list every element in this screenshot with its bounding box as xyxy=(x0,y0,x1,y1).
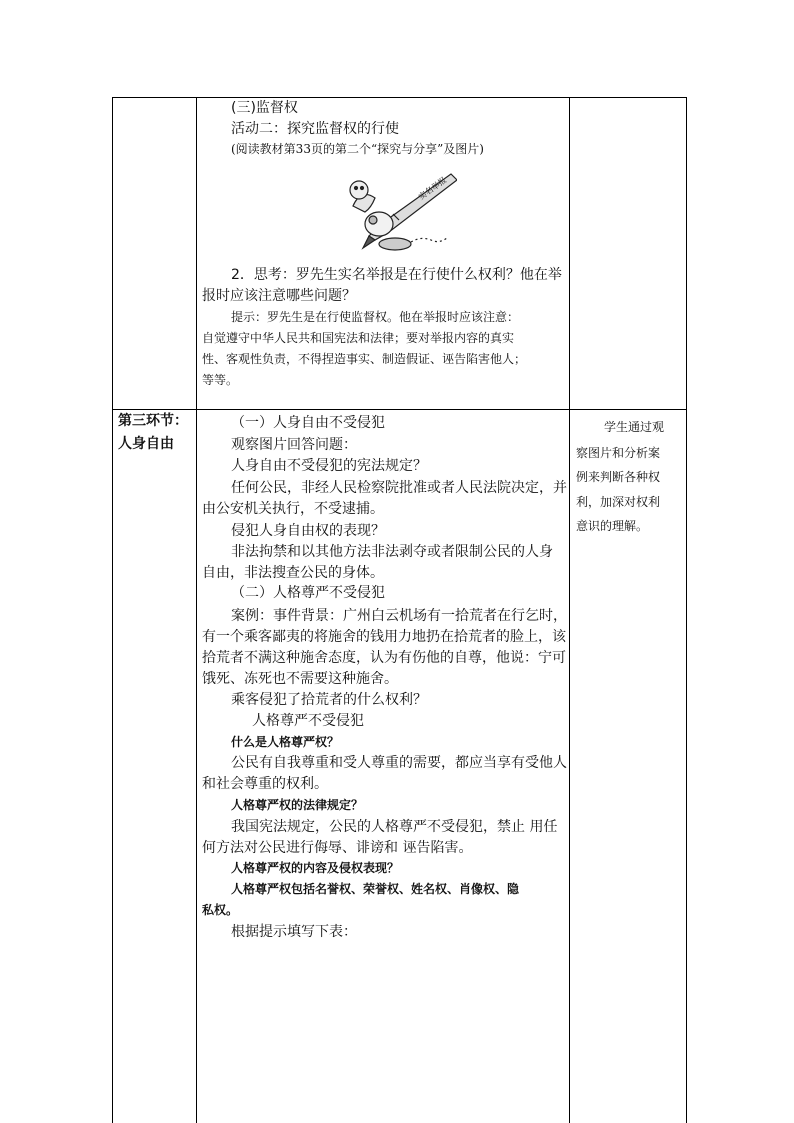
content-line: 人身自由不受侵犯的宪法规定？ xyxy=(231,458,427,474)
content-line: 根据提示填写下表： xyxy=(231,924,357,940)
content-line: 任何公民，非经人民检察院批准或者人民法院决定，并 xyxy=(231,480,567,496)
content-line: （一）人身自由不受侵犯 xyxy=(231,415,385,431)
hand xyxy=(365,212,393,236)
teacher-note-line: 学生通过观 xyxy=(604,420,665,434)
content-line: 人格尊严权的法律规定？ xyxy=(231,798,364,812)
hint-line-2: 自觉遵守中华人民共和国宪法和法律；要对举报内容的真实 xyxy=(202,331,515,345)
content-line: 私权。 xyxy=(202,903,239,917)
teacher-note-line: 利，加深对权利 xyxy=(576,495,661,509)
content-line: 案例：事件背景：广州白云机场有一拾荒者在行乞时， xyxy=(231,608,567,624)
content-line: 人格尊严权的内容及侵权表现？ xyxy=(231,861,400,875)
table-border-top xyxy=(112,97,687,98)
hint-line-3: 性、客观性负责，不得捏造事实、制造假证、诬告陷害他人； xyxy=(202,352,527,366)
reading-note: (阅读教材第33页的第二个“探究与分享”及图片) xyxy=(231,142,484,156)
content-line: 乘客侵犯了拾荒者的什么权利？ xyxy=(231,692,427,708)
table-col-right xyxy=(686,97,687,1123)
table-col-2 xyxy=(196,97,197,1123)
think-question-line-2: 报时应该注意哪些问题？ xyxy=(202,288,356,304)
section-label-line-2: 人身自由 xyxy=(118,436,174,452)
content-line: 拾荒者不满这种施舍态度，认为有伤他的自尊，他说：宁可 xyxy=(202,650,566,666)
content-line: 非法拘禁和以其他方法非法剥夺或者限制公民的人身 xyxy=(231,544,553,560)
content-line: 观察图片回答问题： xyxy=(231,437,357,453)
content-line: 由公安机关执行，不受逮捕。 xyxy=(202,501,384,517)
pen-report-illustration xyxy=(333,166,457,252)
content-line: 饿死、冻死也不需要这种施舍。 xyxy=(202,671,398,687)
section-label-line-1: 第三环节： xyxy=(118,413,188,429)
table-col-left xyxy=(112,97,113,1123)
teacher-note-line: 意识的理解。 xyxy=(576,519,649,533)
teacher-note-line: 察图片和分析案 xyxy=(576,446,661,460)
table-row-divider xyxy=(112,409,687,410)
content-line: 侵犯人身自由权的表现？ xyxy=(231,523,385,539)
content-line: 自由，非法搜查公民的身体。 xyxy=(202,565,384,581)
hint-line-1: 提示：罗先生是在行使监督权。他在举报时应该注意： xyxy=(231,310,520,324)
content-line: （二）人格尊严不受侵犯 xyxy=(231,585,385,601)
heading-supervision-right: (三)监督权 xyxy=(231,100,298,116)
pen-label: 实名举报 xyxy=(416,175,449,202)
content-line: 有一个乘客鄙夷的将施舍的钱用力地扔在拾荒者的脸上，该 xyxy=(202,629,566,645)
activity-title: 活动二：探究监督权的行使 xyxy=(231,121,399,137)
teacher-note-line: 例来判断各种权 xyxy=(576,470,661,484)
content-line: 人格尊严不受侵犯 xyxy=(252,713,364,729)
content-line: 何方法对公民进行侮辱、诽谤和 诬告陷害。 xyxy=(202,840,473,856)
figure-head xyxy=(350,181,368,199)
content-line: 人格尊严权包括名誉权、荣誉权、姓名权、肖像权、隐 xyxy=(231,882,520,896)
content-line: 我国宪法规定，公民的人格尊严不受侵犯，禁止 用任 xyxy=(231,819,558,835)
think-question-line-1: 2．思考：罗先生实名举报是在行使什么权利？他在举 xyxy=(231,267,562,283)
content-line: 公民有自我尊重和受人尊重的需要，都应当享有受他人 xyxy=(231,755,567,771)
hint-line-4: 等等。 xyxy=(202,373,239,387)
content-line: 和社会尊重的权利。 xyxy=(202,776,328,792)
table-col-3 xyxy=(569,97,570,1123)
content-line: 什么是人格尊严权？ xyxy=(231,735,340,749)
